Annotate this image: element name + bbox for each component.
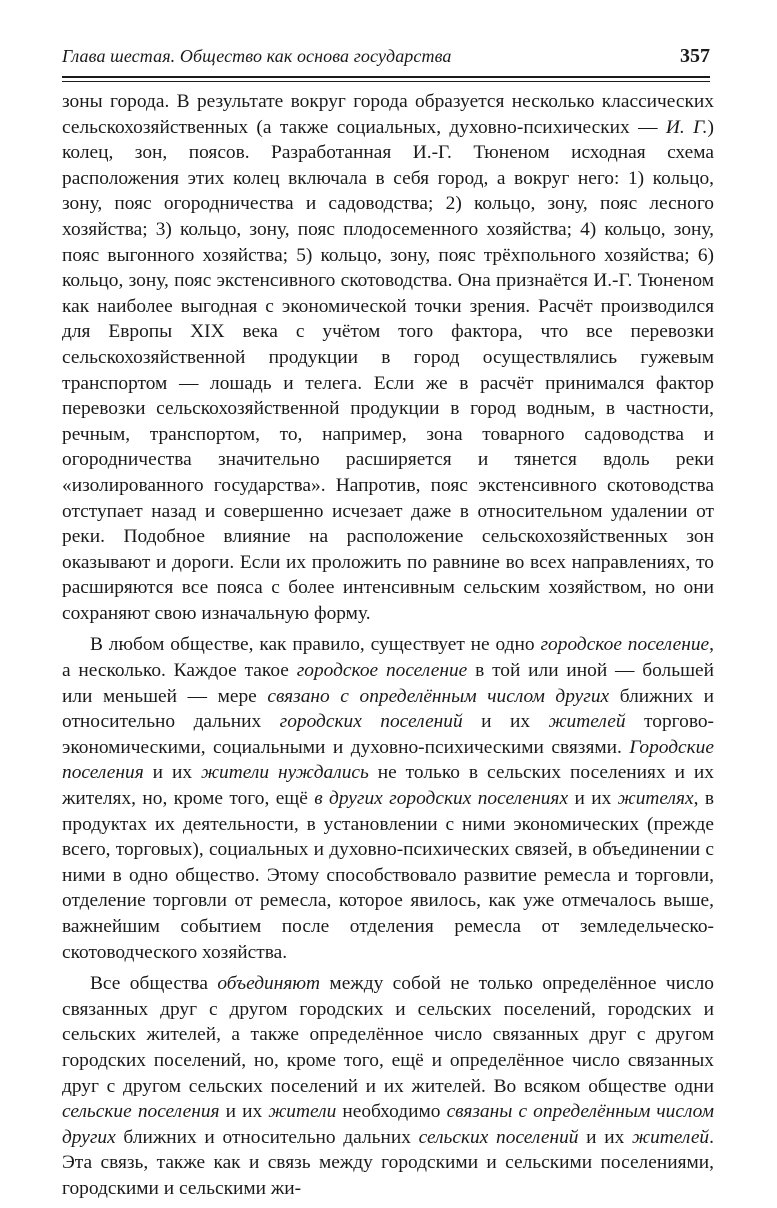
text-run: В любом обществе, как правило, существует не одно <box>90 634 541 656</box>
text-run: ближних и относительно дальних <box>62 685 714 733</box>
text-run: ) колец, зон, поясов. Разработанная И.-Г. Тюненом исходная схема расположения этих колец включала в себя город, а вокруг него: 1) кольцо, зону, пояс огородничества и садоводства; 2) кольцо, зону, пояс лесного хозяйства; 3) кольцо, зону, пояс плодосеменного хозяйства; 4) кольцо, зону, пояс выгонного хозяйства; 5) кольцо, зону, пояс трёхпольного хозяйства; 6) кольцо, зону, пояс экстенсивного скотоводства. Она признаётся И.-Г. Тюненом как наиболее выгодная с экономической точки зрения. Расчёт производился для Европы XIX века с учётом того фактора, что все перевозки сельскохозяйственной продукции в город осуществлялись гужевым транспортом — лошадь и телега. Если же в расчёт принимался фактор перевозки сельскохозяйственной продукции в город водным, в частности, речным, транспортом, то, например, зона товарного садоводства и огородничества значительно расширяется и тянется вдоль реки «изолированного государства». Напротив, пояс экстенсивного скотоводства отступает назад и совершенно исчезает даже в относительном удалении от реки. Подобное влияние на расположение сельскохозяйственных зон оказывают и дороги. Если их проложить по равнине во всех направлениях, то расширяются все пояса с более интенсивным сельским хозяйством, но они сохраняют свою изначальную форму. <box>62 116 714 624</box>
emphasis-text: жители <box>268 1101 337 1123</box>
body-text <box>62 89 714 1208</box>
page-header <box>62 40 710 74</box>
text-run: в той или иной — большей или меньшей — мере <box>62 660 714 707</box>
text-run: Все общества <box>90 973 218 995</box>
emphasis-text: связаны с определённым числом других <box>62 1101 714 1148</box>
text-run: и их <box>143 762 202 784</box>
text-run: , а несколько. Каждое такое <box>62 634 714 682</box>
text-run: и их <box>462 711 549 733</box>
emphasis-text: в других городских поселениях <box>314 788 569 810</box>
emphasis-text: городское поселение <box>296 660 468 682</box>
running-title: Глава шестая. Общество как основа государства <box>62 46 452 66</box>
emphasis-text: Городские поселения <box>62 736 714 784</box>
text-run: не только в сельских поселениях и их жителях, но, кроме того, ещё <box>62 762 714 810</box>
emphasis-text: И. Г. <box>665 116 708 138</box>
page-number: 357 <box>680 45 710 67</box>
paragraph <box>62 971 714 1201</box>
header-rule-thick <box>62 76 710 78</box>
text-run: необходимо <box>336 1101 447 1123</box>
text-run: и их <box>219 1101 269 1123</box>
emphasis-text: жители нуждались <box>201 762 369 784</box>
paragraph <box>62 632 714 965</box>
emphasis-text: городских поселений <box>279 711 463 733</box>
emphasis-text: жителях <box>617 788 694 810</box>
emphasis-text: связано с определённым числом других <box>267 685 610 707</box>
text-run: и их <box>578 1126 633 1148</box>
text-run: , в продуктах их деятельности, в установлении с ними экономических (прежде всего, торговых), социальных и духовно-психических связей, в объединении с ними в одно общество. Этому способствовало развитие ремесла и торговли, отделение торговли от ремесла, которое явилось, как уже отмечалось выше, важнейшим событием после отделения ремесла от земледельческо-скотоводческого хозяйства. <box>62 788 714 963</box>
text-run: ближних и относительно дальних <box>115 1126 419 1148</box>
text-run: и их <box>568 788 618 810</box>
emphasis-text: жителей <box>548 711 626 733</box>
text-run: между собой не только определённое число связанных друг с другом городских и сельских поселений, городских и сельских жителей, а также определённое число связанных друг с другом городских поселений, но, кроме того, ещё и определённое число связанных друг с другом сельских поселений и их жителей. Во всяком обществе одни <box>62 973 714 1097</box>
emphasis-text: жителей <box>632 1126 710 1148</box>
text-run: зоны города. В результате вокруг города образуется несколько классических сельскохозяйственных (а также социальных, духовно-психических — <box>62 91 714 138</box>
emphasis-text: объединяют <box>217 973 321 995</box>
text-run: торгово-экономическими, социальными и духовно-психическими связями. <box>62 711 715 758</box>
emphasis-text: сельских поселений <box>418 1126 579 1148</box>
emphasis-text: городское поселение <box>540 634 710 656</box>
header-rule-thin <box>62 81 710 82</box>
text-run: . Эта связь, также как и связь между городскими и сельскими поселениями, городскими и сельскими жи- <box>62 1126 714 1199</box>
paragraph <box>62 89 714 626</box>
emphasis-text: сельские поселения <box>62 1101 220 1123</box>
